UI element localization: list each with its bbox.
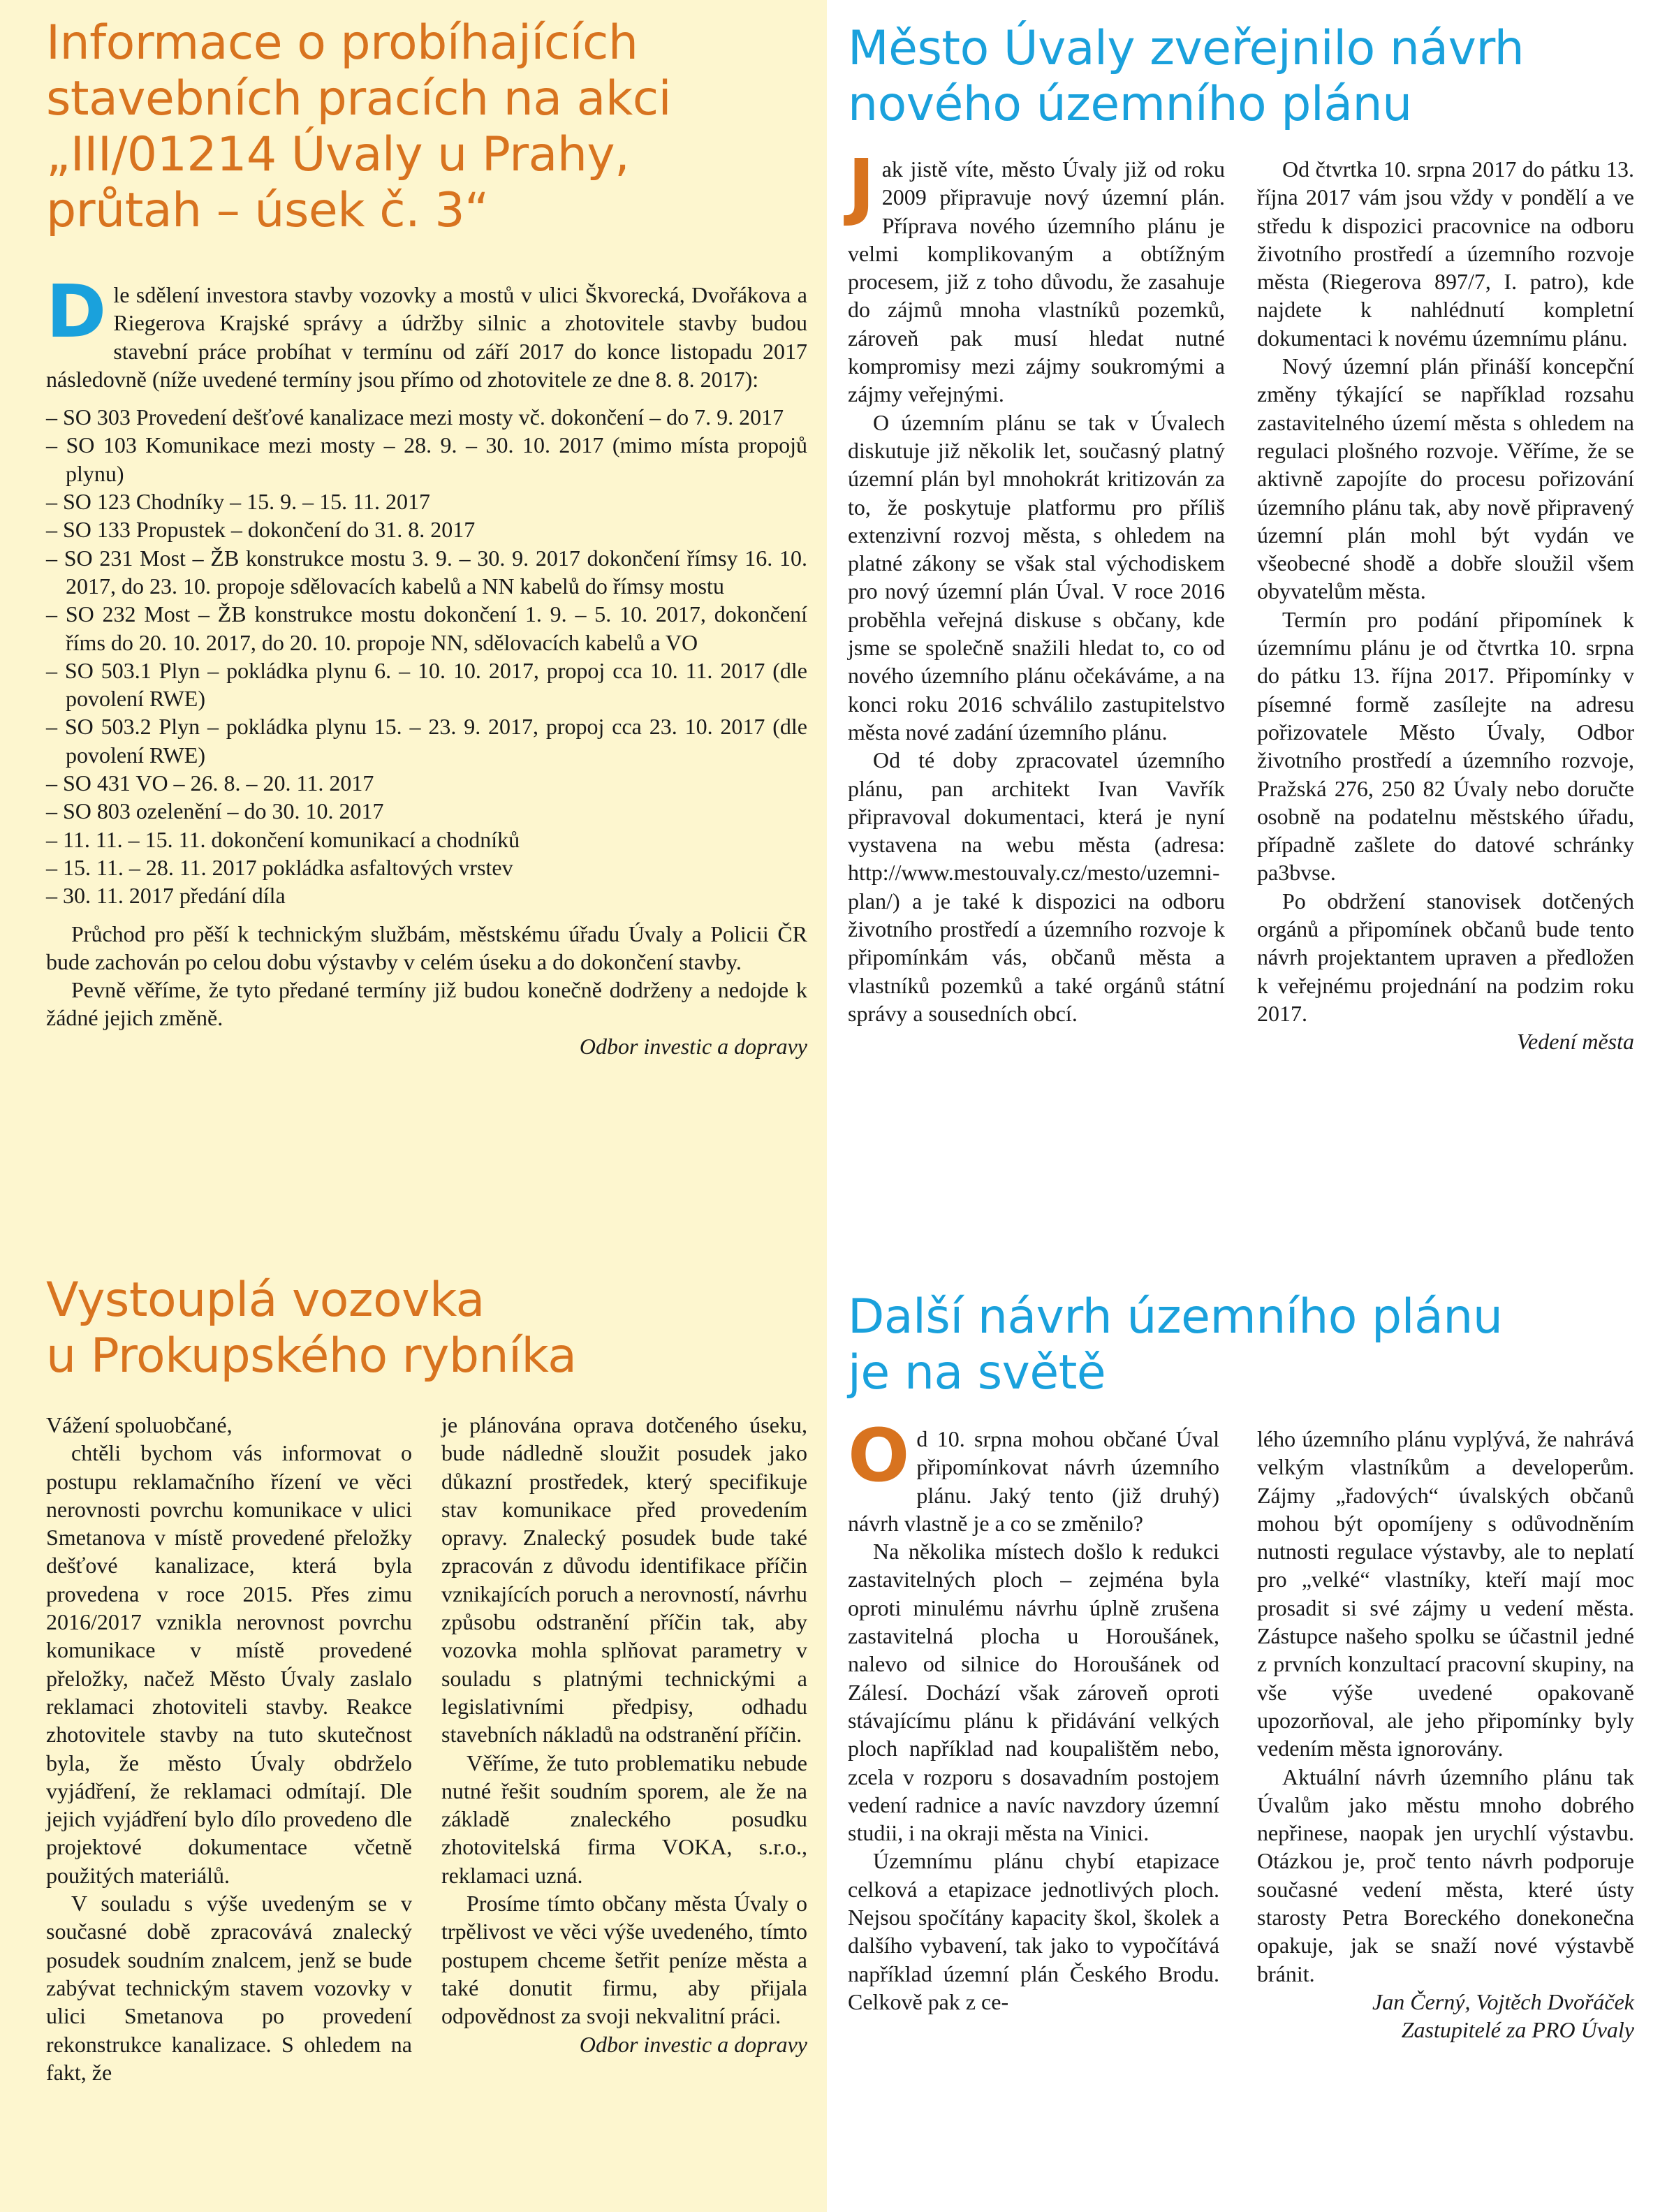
article4-title bbox=[848, 1289, 1651, 1401]
article2-signature: Vedení města bbox=[1517, 1029, 1634, 1055]
article3-title-line: Vystouplá vozovka bbox=[46, 1273, 485, 1328]
article2-paragraph: Nový územní plán přináší koncepční změny týkající se například rozsahu zastavitelného území města s ohledem na regulaci plošného rozvoje. Věříme, že se aktivně zapojíte do procesu pořizování územního plánu tak, aby nově připravený územní plán mohl být vydán ve všeobecné shodě a dobře sloužil všem obyvatelům města. bbox=[1257, 353, 1634, 604]
article3-title bbox=[46, 1273, 807, 1384]
list-item: – SO 231 Most – ŽB konstrukce mostu 3. 9. – 30. 9. 2017 dokončení římsy 16. 10. 2017, do 23. 10. propoje sdělovacích kabelů a NN kabelů do římsy mostu bbox=[46, 544, 807, 601]
list-item: – SO 803 ozelenění – do 30. 10. 2017 bbox=[46, 797, 807, 825]
list-item: – SO 103 Komunikace mezi mosty – 28. 9. – 30. 10. 2017 (mimo místa propojů plynu) bbox=[46, 431, 807, 488]
article1-body bbox=[46, 269, 808, 1060]
article1-signature: Odbor investic a dopravy bbox=[579, 1033, 807, 1059]
article3-signature: Odbor investic a dopravy bbox=[579, 2031, 807, 2057]
article4-intro-text: d 10. srpna mohou občané Úval připomínkovat návrh územního plánu. Jaký tento (již druhý) návrh vlastně je a co se změnilo? bbox=[848, 1426, 1219, 1536]
list-item: – SO 133 Propustek – dokončení do 31. 8. 2017 bbox=[46, 515, 807, 543]
article1-dropcap: D bbox=[46, 269, 107, 354]
article1-intro-text: le sdělení investora stavby vozovky a mostů v ulici Škvorecká, Dvořákova a Riegerova Krajské správy a údržby silnic a zhotovitele stavby budou stavební práce probíhat v termínu od září 2017 do konce listopadu 2017 následovně (níže uvedené termíny jsou přímo od zhotovitele ze dne 8. 8. 2017): bbox=[46, 282, 807, 392]
article4-paragraph: Územnímu plánu chybí etapizace celková a etapizace jednotlivých ploch. Nejsou spočítány kapacity škol, školek a dalšího vybavení, tak jako to vypočítává například územní plán Českého Brodu. Celkově pak z ce- bbox=[848, 1848, 1219, 2014]
list-item: – 30. 11. 2017 předání díla bbox=[46, 881, 807, 909]
article1-title-line: stavebních pracích na akci bbox=[46, 71, 671, 126]
article2-intro-text: ak jistě víte, město Úvaly již od roku 2009 připravuje nový územní plán. Příprava nového územního plánu je velmi komplikovaným a obtížným procesem, již z toho důvodu, že zasahuje do zájmů mnoha vlastníků pozemků, zároveň pak musí hledat nutné kompromisy mezi zájmy soukromými a zájmy veřejnými. bbox=[848, 156, 1225, 407]
article4-paragraph: Na několika místech došlo k redukci zastavitelných ploch – zejména byla oproti minulému návrhu úplně zrušena zastavitelná plocha u Horoušánek, nalevo od silnice do Horoušánek od Zálesí. Dochází však zároveň oproti stávajícímu plánu k přidávání velkých ploch například nad koupalištěm nebo, zcela v rozporu s dosavadním postojem vedení radnice a navíc navzdory územní studii, i na okraji města na Vinici. bbox=[848, 1539, 1219, 1846]
article3-paragraph: Prosíme tímto občany města Úvaly o trpělivost ve věci výše uvedeného, tímto postupem chceme šetřit peníze města a také donutit firmu, aby přijala odpovědnost za svoji nekvalitní práci. bbox=[441, 1891, 807, 2029]
article3-paragraph: chtěli bychom vás informovat o postupu reklamačního řízení ve věci nerovnosti povrchu komunikace v ulici Smetanova v místě provedené přeložky dešťové kanalizace, která byla provedena v roce 2015. Přes zimu 2016/2017 vznikla nerovnost povrchu komunikace v místě provedené přeložky, načež Město Úvaly zaslalo reklamaci zhotoviteli stavby. Reakce zhotovitele stavby na tuto skutečnost byla, že město Úvaly obdrželo vyjádření, že reklamaci odmítají. Dle jejich vyjádření bylo dílo provedeno dle projektové dokumentace včetně použitých materiálů. bbox=[46, 1440, 412, 1888]
list-item: – SO 503.1 Plyn – pokládka plynu 6. – 10. 10. 2017, propoj cca 10. 11. 2017 (dle povolení RWE) bbox=[46, 657, 807, 713]
list-item: – SO 303 Provedení dešťové kanalizace mezi mosty vč. dokončení – do 7. 9. 2017 bbox=[46, 403, 807, 431]
list-item: – SO 503.2 Plyn – pokládka plynu 15. – 23. 9. 2017, propoj cca 23. 10. 2017 (dle povolení RWE) bbox=[46, 712, 807, 769]
article2-paragraph: Od čtvrtka 10. srpna 2017 do pátku 13. října 2017 vám jsou vždy v pondělí a ve středu k dispozici pracovnice na odboru životního prostředí a územního rozvoje města (Riegerova 897/7, I. patro), kde najdete k nahlédnutí kompletní dokumentaci k novému územnímu plánu. bbox=[1257, 156, 1634, 351]
list-item: – SO 431 VO – 26. 8. – 20. 11. 2017 bbox=[46, 769, 807, 797]
list-item: – SO 232 Most – ŽB konstrukce mostu dokončení 1. 9. – 5. 10. 2017, dokončení říms do 20. 10. 2017, do 20. 10. propoje NN, sdělovacích kabelů a VO bbox=[46, 600, 807, 657]
article2-title-line: nového územního plánu bbox=[848, 77, 1412, 132]
article1-schedule-list bbox=[46, 403, 807, 909]
list-item: – SO 123 Chodníky – 15. 9. – 15. 11. 2017 bbox=[46, 488, 807, 515]
article1-title bbox=[46, 15, 807, 239]
list-item: – 11. 11. – 15. 11. dokončení komunikací a chodníků bbox=[46, 826, 807, 854]
article2-title-line: Město Úvaly zveřejnilo návrh bbox=[848, 21, 1525, 76]
article3-column-2 bbox=[441, 1411, 807, 2058]
article4-paragraph: Aktuální návrh územního plánu tak Úvalům jako městu mnoho dobrého nepřinese, naopak jen urychlí výstavbu. Otázkou je, proč tento návrh podporuje současné vedení města, které ústy starosty Petra Boreckého donekonečna opakuje, jak se snaží nové výstavbě bránit. bbox=[1257, 1764, 1634, 1986]
article2-column-1 bbox=[848, 143, 1225, 1027]
article2-title bbox=[848, 21, 1651, 133]
article1-title-line: průtah – úsek č. 3“ bbox=[46, 183, 489, 238]
article4-title-line: Další návrh územního plánu bbox=[848, 1289, 1503, 1345]
article4-column-2 bbox=[1257, 1425, 1634, 2044]
article2-dropcap: J bbox=[848, 143, 875, 228]
article4-paragraph: lého územního plánu vyplývá, že nahrává velkým vlastníkům a developerům. Zájmy „řadových“ úvalských občanů mohou být opomíjeny s odůvodněním nutnosti regulace výstavby, ale to neplatí pro „velké“ vlastníky, kteří mají moc prosadit si své zájmy u vedení města. Zástupce našeho spolku se účastnil jedné z prvních konzultací pracovní skupiny, na vše výše uvedené opakovaně upozorňoval, ale jeho připomínky byly vedením města ignorovány. bbox=[1257, 1426, 1634, 1761]
article2-paragraph: Po obdržení stanovisek dotčených orgánů a připomínek občanů bude tento návrh projektantem upraven a předložen k veřejnému projednání na podzim roku 2017. bbox=[1257, 888, 1634, 1026]
article3-paragraph: je plánována oprava dotčeného úseku, bude nádledně sloužit posudek jako důkazní prostředek, který specifikuje stav komunikace před provedením opravy. Znalecký posudek bude také zpracován z důvodu identifikace příčin vznikajících poruch a nerovností, návrhu způsobu odstranění příčin tak, aby vozovka mohla splňovat parametry v souladu s platnými technickými a legislativními předpisy, odhadu stavebních nákladů na odstranění příčin. bbox=[441, 1412, 807, 1748]
article4-title-line: je na světě bbox=[848, 1345, 1106, 1400]
article3-paragraph: V souladu s výše uvedeným se v současné době zpracovává znalecký posudek soudním znalcem, jenž se bude zabývat technickým stavem vozovky v ulici Smetanova po provedení rekonstrukce kanalizace. S ohledem na fakt, že bbox=[46, 1891, 412, 2085]
article1-paragraph: Pevně věříme, že tyto předané termíny již budou konečně dodrženy a nedojde k žádné jejich změně. bbox=[46, 977, 807, 1031]
article4-signature-line: Jan Černý, Vojtěch Dvořáček bbox=[1372, 1988, 1634, 2014]
article3-title-line: u Prokupského rybníka bbox=[46, 1328, 577, 1384]
article1-title-line: „III/01214 Úvaly u Prahy, bbox=[46, 127, 630, 182]
article3-column-1 bbox=[46, 1411, 412, 2086]
article1-paragraph: Průchod pro pěší k technickým službám, městskému úřadu Úvaly a Policii ČR bude zachován po celou dobu výstavby v celém úseku a do dokončení stavby. bbox=[46, 921, 807, 974]
article2-paragraph bbox=[848, 143, 1225, 409]
article4-dropcap: O bbox=[848, 1413, 910, 1498]
article1-intro-paragraph bbox=[46, 269, 807, 393]
article4-column-1 bbox=[848, 1413, 1219, 2016]
article2-paragraph: Termín pro podání připomínek k územnímu plánu je od čtvrtka 10. srpna do pátku 13. října 2017. Připomínky v písemné formě zasílejte na adresu pořizovatele Město Úvaly, Odbor životního prostředí a územního rozvoje, Pražská 276, 250 82 Úvaly nebo doručte osobně na podatelnu městského úřadu, případně zašlete do datové schránky pa3bvse. bbox=[1257, 606, 1634, 886]
article2-column-2 bbox=[1257, 155, 1634, 1056]
article3-greeting: Vážení spoluobčané, bbox=[46, 1412, 233, 1437]
article2-paragraph: Od té doby zpracovatel územního plánu, pan architekt Ivan Vavřík připravoval dokumentaci, která je nyní vystavena na webu města (adresa: http://www.mestouvaly.cz/mesto/uzemni-plan/) a je také k dispozici na odboru životního prostředí a územního rozvoje k připomínkám vás, občanů města a vlastníků pozemků a také orgánů státní správy a sousedních obcí. bbox=[848, 747, 1225, 1026]
article3-paragraph: Věříme, že tuto problematiku nebude nutné řešit soudním sporem, ale že na základě znaleckého posudku zhotovitelská firma VOKA, s.r.o., reklamaci uzná. bbox=[441, 1750, 807, 1888]
article4-signature-line: Zastupitelé za PRO Úvaly bbox=[1401, 2017, 1634, 2043]
article4-paragraph bbox=[848, 1413, 1219, 1537]
article1-title-line: Informace o probíhajících bbox=[46, 15, 638, 71]
article2-paragraph: O územním plánu se tak v Úvalech diskutuje již několik let, současný platný územní plán byl mnohokrát kritizován za to, že poskytuje platformu pro příliš extenzivní rozvoj města, s ohledem na platné zákony se však stal východiskem pro nový územní plán Úval. V roce 2016 proběhla veřejná diskuse s občany, kde jsme se společně snažili hledat to, co od nového územního plánu očekáváme, a na konci roku 2016 schválilo zastupitelstvo města nové zadání územního plánu. bbox=[848, 409, 1225, 745]
list-item: – 15. 11. – 28. 11. 2017 pokládka asfaltových vrstev bbox=[46, 854, 807, 881]
